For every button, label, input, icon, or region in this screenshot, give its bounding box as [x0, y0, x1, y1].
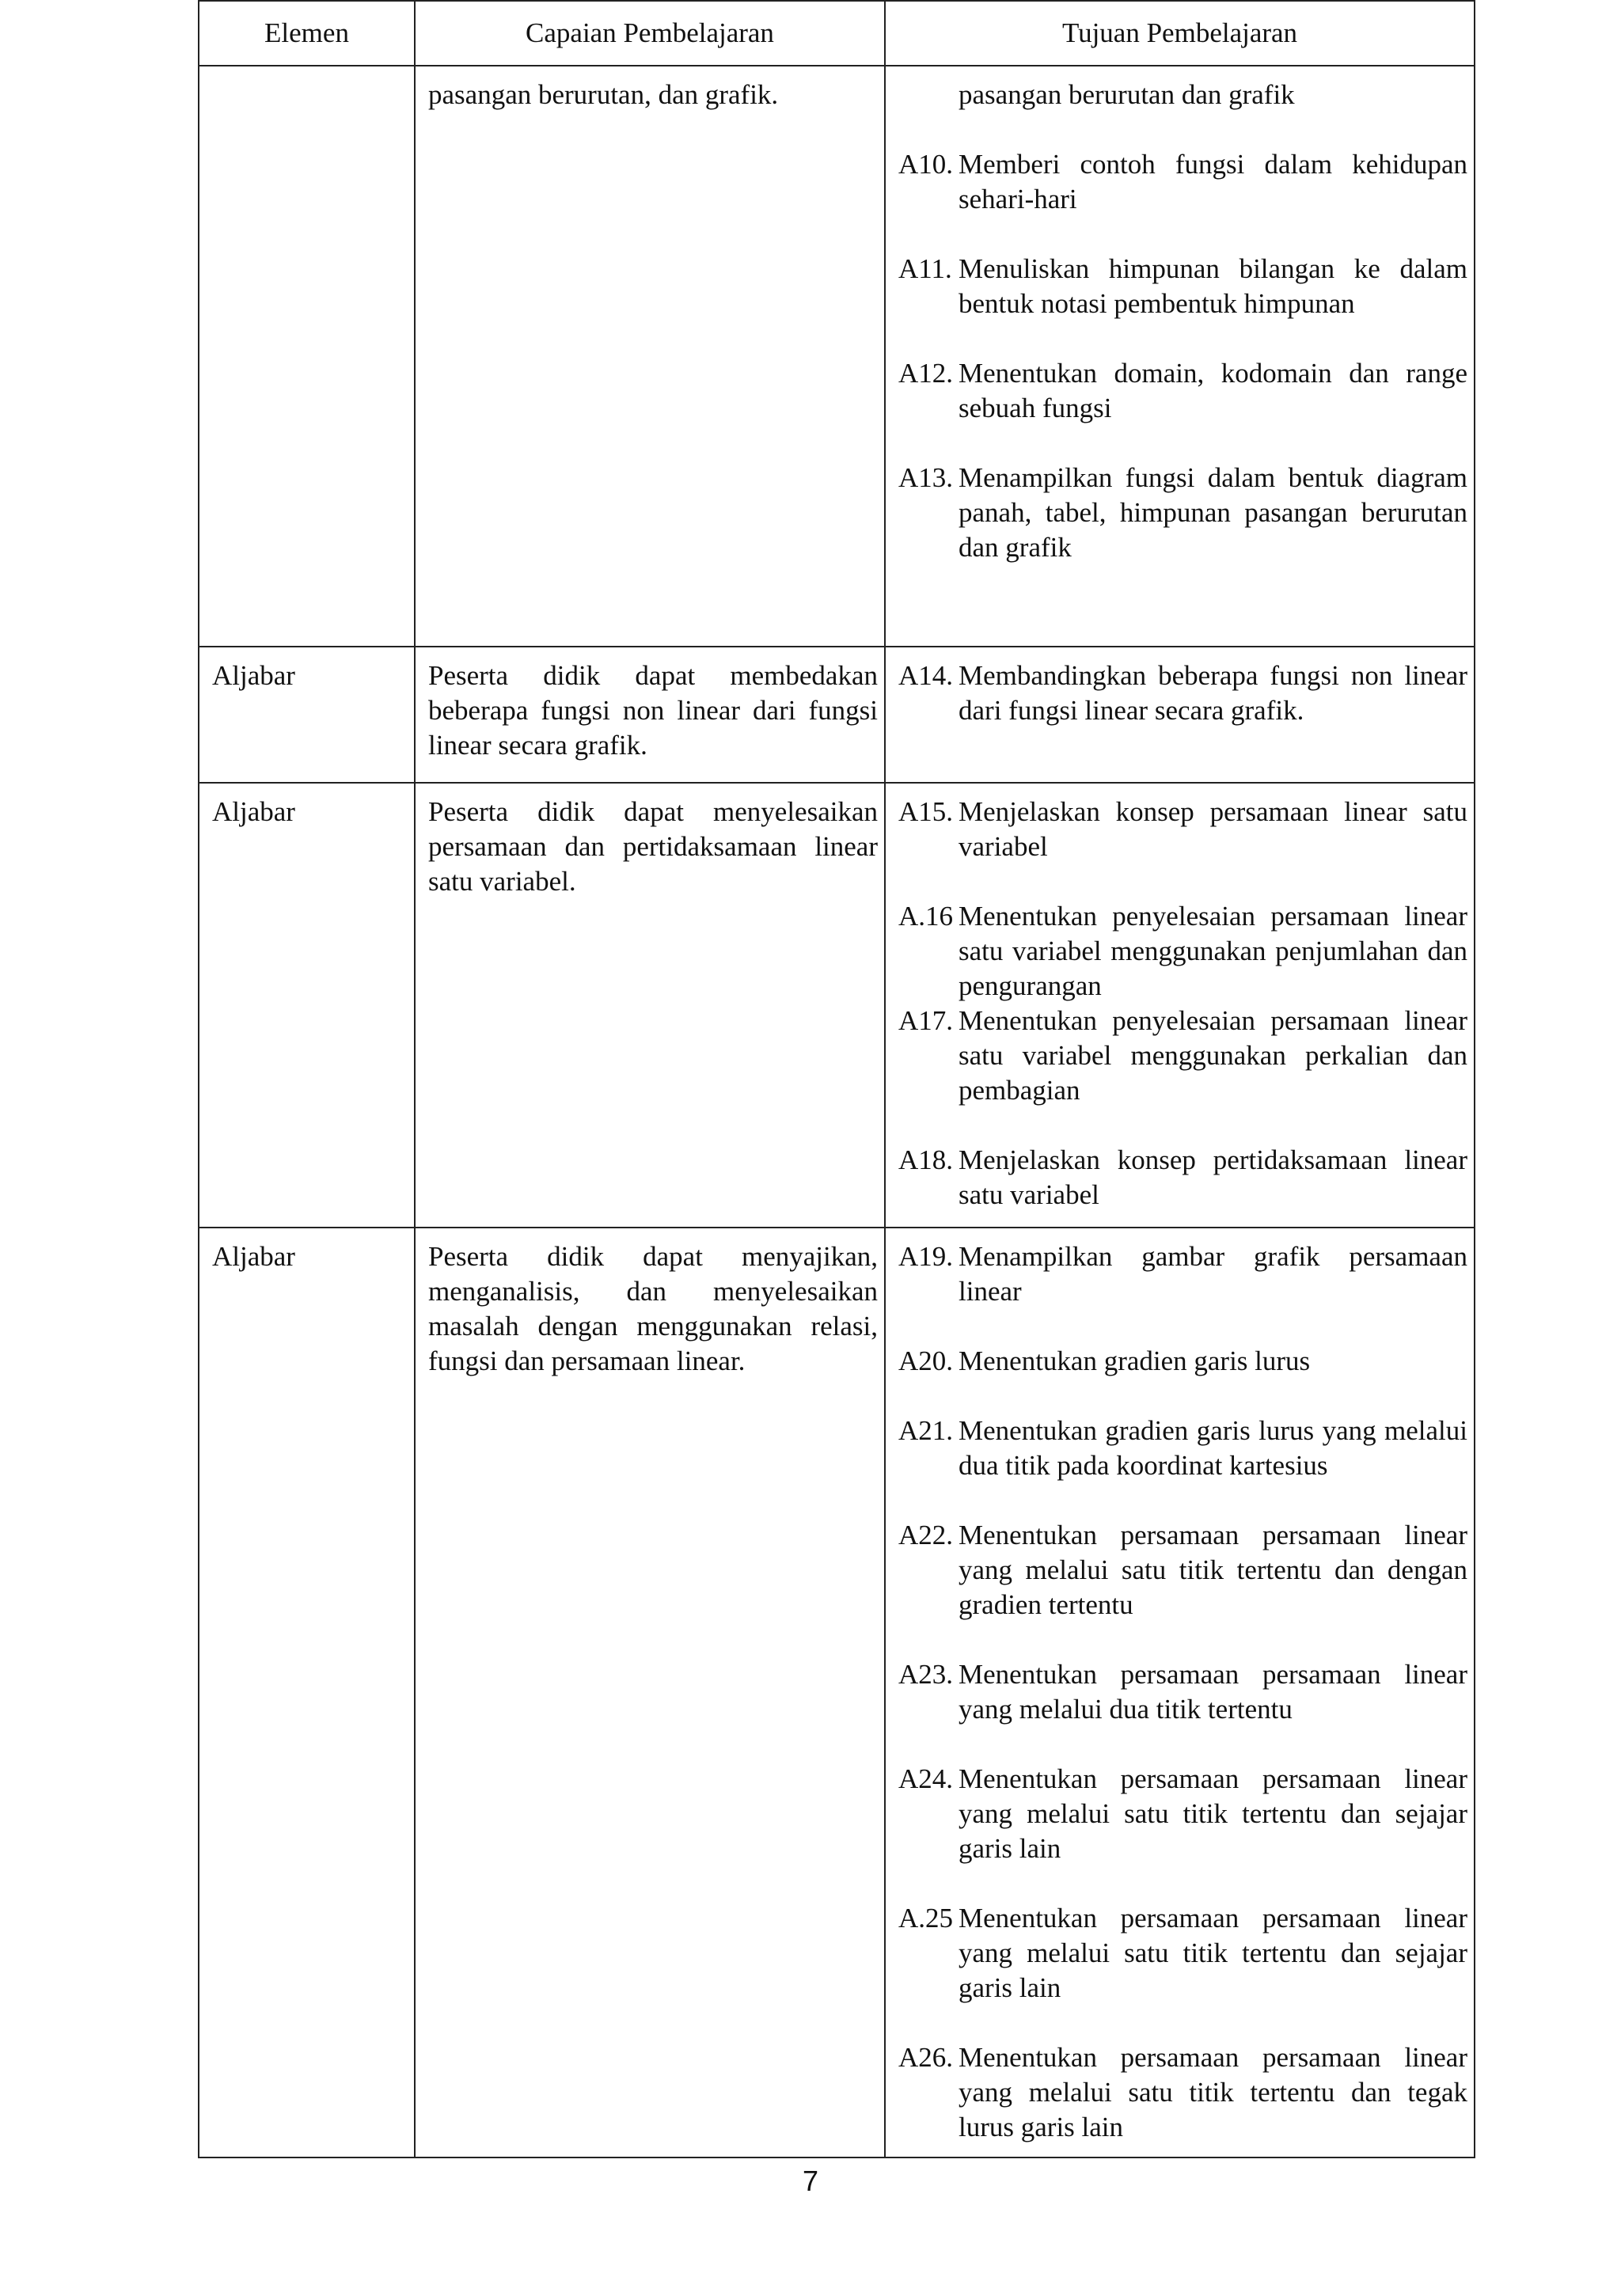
elemen-cell: Aljabar — [199, 647, 415, 783]
objective-code: A13. — [898, 462, 954, 493]
objective-text: pasangan berurutan dan grafik — [959, 79, 1295, 110]
objective-text: Menjelaskan konsep persamaan linear satu variabel — [959, 796, 1467, 862]
objective-code: A.25 — [898, 1903, 954, 1934]
table-row — [199, 66, 1475, 647]
objective-item — [898, 899, 1467, 1004]
header-tujuan: Tujuan Pembelajaran — [885, 1, 1475, 66]
capaian-cell: Peserta didik dapat membedakan beberapa fungsi non linear dari fungsi linear secara grafik. — [415, 647, 885, 783]
objective-text: Membandingkan beberapa fungsi non linear dari fungsi linear secara grafik. — [959, 660, 1467, 726]
objective-item — [898, 252, 1467, 321]
objective-text: Menentukan persamaan persamaan linear yang melalui satu titik tertentu dan dengan gradien tertentu — [959, 1520, 1467, 1620]
objective-item — [898, 1344, 1467, 1379]
elemen-cell: Aljabar — [199, 783, 415, 1228]
objective-code: A19. — [898, 1241, 954, 1272]
objective-item — [898, 1518, 1467, 1622]
table-row — [199, 647, 1475, 783]
objective-code: A22. — [898, 1520, 954, 1550]
objective-item — [898, 461, 1467, 565]
objective-item — [898, 1143, 1467, 1213]
page-number: 7 — [802, 2165, 819, 2197]
objective-code: A24. — [898, 1763, 954, 1794]
elemen-cell: Aljabar — [199, 1228, 415, 2157]
objective-item — [898, 147, 1467, 217]
objective-code: A23. — [898, 1659, 954, 1690]
capaian-cell: Peserta didik dapat menyajikan, menganalisis, dan menyelesaikan masalah dengan menggunakan relasi, fungsi dan persamaan linear. — [415, 1228, 885, 2157]
objective-text: Menentukan gradien garis lurus — [959, 1345, 1311, 1376]
objective-text: Menjelaskan konsep pertidaksamaan linear satu variabel — [959, 1144, 1467, 1210]
objective-text: Menampilkan fungsi dalam bentuk diagram panah, tabel, himpunan pasangan berurutan dan grafik — [959, 462, 1467, 563]
objective-text: Menampilkan gambar grafik persamaan linear — [959, 1241, 1467, 1307]
objective-text: Menuliskan himpunan bilangan ke dalam bentuk notasi pembentuk himpunan — [959, 253, 1467, 319]
objective-code: A20. — [898, 1345, 954, 1376]
objective-code: A11. — [898, 253, 952, 284]
objective-code: A15. — [898, 796, 954, 827]
objective-text: Menentukan persamaan persamaan linear yang melalui dua titik tertentu — [959, 1659, 1467, 1725]
objective-code: A10. — [898, 149, 954, 180]
objective-item — [898, 795, 1467, 864]
elemen-cell — [199, 66, 415, 647]
tujuan-cell — [885, 1228, 1475, 2157]
objective-code: A26. — [898, 2042, 954, 2073]
objective-item — [898, 1004, 1467, 1108]
header-capaian: Capaian Pembelajaran — [415, 1, 885, 66]
capaian-cell: Peserta didik dapat menyelesaikan persamaan dan pertidaksamaan linear satu variabel. — [415, 783, 885, 1228]
objective-code: A.16 — [898, 901, 954, 932]
objective-code: A17. — [898, 1005, 954, 1036]
capaian-cell — [415, 66, 885, 647]
objective-item — [898, 1414, 1467, 1483]
objective-item — [898, 1762, 1467, 1866]
capaian-text: pasangan berurutan, dan grafik. — [428, 79, 779, 110]
objective-item — [898, 1657, 1467, 1727]
table-row — [199, 1228, 1475, 2157]
objective-text: Menentukan gradien garis lurus yang melalui dua titik pada koordinat kartesius — [959, 1415, 1467, 1481]
objective-code: A21. — [898, 1415, 954, 1446]
header-elemen: Elemen — [199, 1, 415, 66]
learning-outcomes-table — [198, 0, 1475, 2158]
objective-text: Menentukan penyelesaian persamaan linear satu variabel menggunakan perkalian dan pembagian — [959, 1005, 1467, 1106]
objective-code: A14. — [898, 660, 954, 691]
objective-text: Menentukan persamaan persamaan linear yang melalui satu titik tertentu dan tegak lurus garis lain — [959, 2042, 1467, 2142]
objective-text: Menentukan penyelesaian persamaan linear satu variabel menggunakan penjumlahan dan pengurangan — [959, 901, 1467, 1001]
objective-item — [898, 1239, 1467, 1309]
table-row — [199, 783, 1475, 1228]
objective-item — [898, 2040, 1467, 2145]
objective-code: A12. — [898, 358, 954, 389]
tujuan-cell — [885, 783, 1475, 1228]
objective-item — [898, 356, 1467, 426]
objective-item — [898, 658, 1467, 728]
objective-text: Memberi contoh fungsi dalam kehidupan sehari-hari — [959, 149, 1467, 214]
objective-item — [898, 1901, 1467, 2006]
objective-text: Menentukan persamaan persamaan linear yang melalui satu titik tertentu dan sejajar garis lain — [959, 1903, 1467, 2003]
header-row — [199, 1, 1475, 66]
objective-text: Menentukan domain, kodomain dan range sebuah fungsi — [959, 358, 1467, 423]
tujuan-cell — [885, 647, 1475, 783]
objective-item — [898, 78, 1467, 112]
objective-code: A18. — [898, 1144, 954, 1175]
objective-text: Menentukan persamaan persamaan linear yang melalui satu titik tertentu dan sejajar garis lain — [959, 1763, 1467, 1864]
tujuan-cell — [885, 66, 1475, 647]
